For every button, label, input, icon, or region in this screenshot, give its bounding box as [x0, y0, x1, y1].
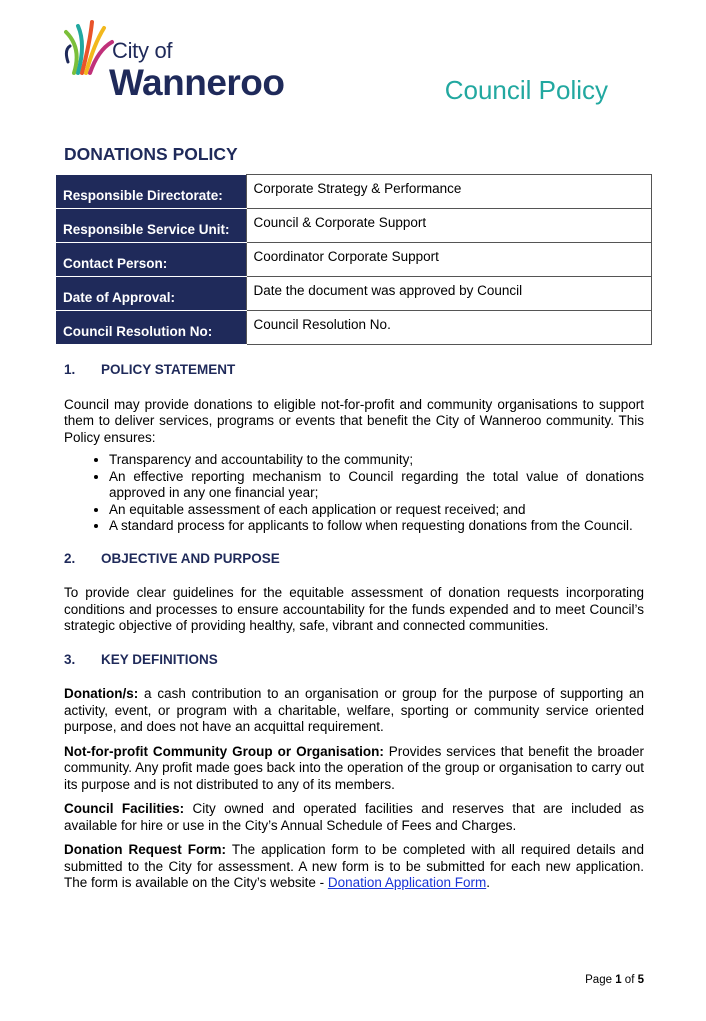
total-pages: 5 — [637, 974, 644, 986]
table-row — [56, 277, 652, 311]
section-number: 3. — [64, 651, 76, 667]
definition-text-end: . — [486, 875, 490, 890]
table-row — [56, 209, 652, 243]
row-value: Council & Corporate Support — [246, 209, 652, 243]
section-title: POLICY STATEMENT — [101, 362, 236, 377]
policy-body — [64, 362, 644, 898]
section-number: 2. — [64, 550, 76, 566]
definition-text: Provides services that benefit the broader community. Any profit made goes back into the operation of the group or organisation to carry out its purpose and is not distributed to any of its members. — [64, 743, 644, 792]
row-label: Responsible Service Unit: — [56, 209, 246, 243]
page-number — [585, 974, 644, 986]
of-label: of — [624, 974, 635, 986]
policy-statement-list — [64, 452, 644, 535]
document-type-heading: Council Policy — [444, 75, 608, 105]
definition-term: Not-for-profit Community Group or Organisation: — [64, 743, 384, 759]
definition-text: a cash contribution to an organisation or group for the purpose of supporting an activity, event, or program with a charitable, welfare, sporting or community service oriented purpose, and does not have an acquittal requirement. — [64, 686, 644, 734]
definition-request-form — [64, 842, 644, 892]
table-row — [56, 175, 652, 209]
section-title: OBJECTIVE AND PURPOSE — [101, 550, 280, 566]
section-title: KEY DEFINITIONS — [101, 651, 218, 667]
page-title: DONATIONS POLICY — [64, 144, 238, 164]
definition-term: Donation/s: — [64, 686, 139, 701]
objective-text: To provide clear guidelines for the equitable assessment of donation requests incorporating conditions and processes to ensure accountability for the funds expended and to meet Council’s strategic objective of providing healthy, safe, vibrant and connected communities. — [64, 585, 644, 633]
definition-not-for-profit — [64, 744, 644, 794]
list-item: • An equitable assessment of each application or request received; and — [109, 502, 644, 519]
row-value: Coordinator Corporate Support — [246, 243, 652, 277]
section-heading-policy-statement — [64, 362, 644, 379]
current-page: 1 — [615, 974, 622, 986]
row-label: Responsible Directorate: — [56, 175, 246, 209]
city-of-wanneroo-logo — [64, 18, 294, 106]
definition-donation — [64, 686, 644, 736]
logo-line2: Wanneroo — [109, 62, 285, 103]
row-label: Date of Approval: — [56, 277, 246, 311]
list-item: • A standard process for applicants to follow when requesting donations from the Council. — [109, 518, 644, 535]
definition-text: City owned and operated facilities and reserves that are included as available for hire or use in the City’s Annual Schedule of Fees and Charges. — [64, 801, 644, 833]
page-label: Page — [585, 974, 612, 986]
row-label: Council Resolution No: — [56, 311, 246, 345]
section-number: 1. — [64, 362, 76, 377]
row-value: Date the document was approved by Council — [246, 277, 652, 311]
definition-council-facilities — [64, 801, 644, 834]
donation-application-form-link[interactable]: Donation Application Form — [327, 875, 487, 890]
logo-line1: City of — [112, 38, 173, 63]
row-value: Council Resolution No. — [246, 311, 652, 345]
section-heading-definitions — [64, 652, 644, 669]
definition-text: The application form to be completed with all required details and submitted to the City for assessment. A new form is to be submitted for each new application. The form is available on the City’s website - — [64, 842, 644, 890]
policy-statement-text: Council may provide donations to eligible not-for-profit and community organisations to support them to deliver services, programs or events that benefit the City of Wanneroo community. This Policy ensures: — [64, 396, 644, 445]
section-heading-objective — [64, 551, 644, 568]
list-item: • Transparency and accountability to the community; — [109, 452, 644, 469]
row-label: Contact Person: — [56, 243, 246, 277]
list-item: • An effective reporting mechanism to Council regarding the total value of donations approved in any one financial year; — [109, 469, 644, 502]
definition-term: Donation Request Form: — [64, 842, 227, 857]
table-row — [56, 311, 652, 345]
definition-term: Council Facilities: — [64, 801, 185, 816]
row-value: Corporate Strategy & Performance — [246, 175, 652, 209]
policy-details-table — [56, 174, 652, 345]
table-row — [56, 243, 652, 277]
